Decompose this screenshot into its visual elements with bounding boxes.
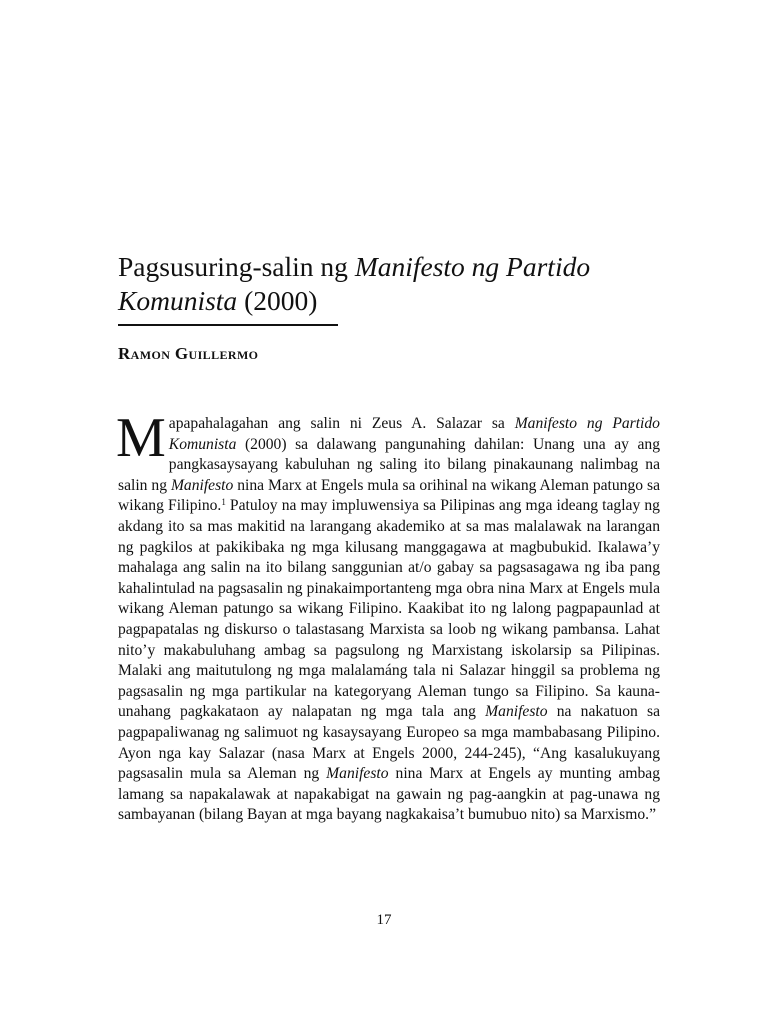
italic-title-ref: Manifesto [170, 476, 234, 494]
text-run: (2000) sa dalawang pangunahing dahilan: Unang una ay ang pangkasaysayang kabuluhan ng saling ito bilang pinakaunang nalimbag na salin ng [118, 435, 660, 494]
italic-title-ref: Manifesto ng Partido Komunista [168, 415, 660, 453]
drop-cap: M [116, 407, 166, 469]
text-run: nina Marx at Engels ay munting ambag lamang sa napakalawak at napakabigat na gawain ng pag-aangkin at pag-unawa ng sambayanan (bilang Bayan at mga bayang nagkakaisa’t bumubuo nito) sa Marxismo.” [118, 765, 661, 824]
article-title [118, 250, 678, 318]
italic-title-ref: Manifesto [326, 765, 389, 783]
footnote-reference[interactable]: 1 [221, 497, 226, 508]
title-text: Pagsusuring-salin ng [118, 251, 355, 282]
title-year: (2000) [237, 285, 318, 316]
text-run: apapahalagahan ang salin ni Zeus A. Salazar sa [168, 415, 515, 432]
page-number: 17 [376, 912, 392, 928]
author-name: Ramon Guillermo [118, 344, 259, 363]
italic-title-ref: Manifesto [485, 703, 548, 721]
text-run: nina Marx at Engels mula sa orihinal na wikang Aleman patungo sa wikang Filipino. [118, 476, 660, 515]
title-italic-text: Manifesto ng Partido Komunista [118, 251, 591, 316]
title-underline-rule [118, 324, 338, 326]
body-paragraph [116, 407, 661, 826]
text-run: na nakatuon sa pagpapaliwanag ng salimuot ng kasaysayang Europeo sa mga mambabasang Pilipino. Ayon nga kay Salazar (nasa Marx at Engels 2000, 244-245), “Ang kasalukuyang pagsasalin mula sa Aleman ng [118, 703, 660, 783]
text-run: Patuloy na may impluwensiya sa Pilipinas ang mga ideang taglay ng akdang ito sa mas makitid na larangang akademiko at sa mas malalawak na larangan ng pagkilos at pakikibaka ng mga kilusang manggagawa at magbubukid. Ikalawa’y mahalaga ang salin na ito bilang sanggunian at/o gabay sa pagsasagawa ng iba pang kahalintulad na pagsasalin ng pinakaimportanteng mga obra nina Marx at Engels mula wikang Aleman patungo sa wikang Filipino. Kaakibat ito ng lalong pagpapaunlad at pagpapatalas ng diskurso o talastasang Marxista sa loob ng wikang pambansa. Lahat nito’y makabuluhang ambag sa pagsulong ng Marxistang iskolarsip sa Pilipinas. Malaki ang maitutulong ng mga malalamáng tala ni Salazar hinggil sa problema ng pagsasalin ng mga partikular na kategoryang Aleman tungo sa Filipino. Sa kauna-unahang pagkakataon ay nalapatan ng mga tala ang [118, 497, 660, 721]
